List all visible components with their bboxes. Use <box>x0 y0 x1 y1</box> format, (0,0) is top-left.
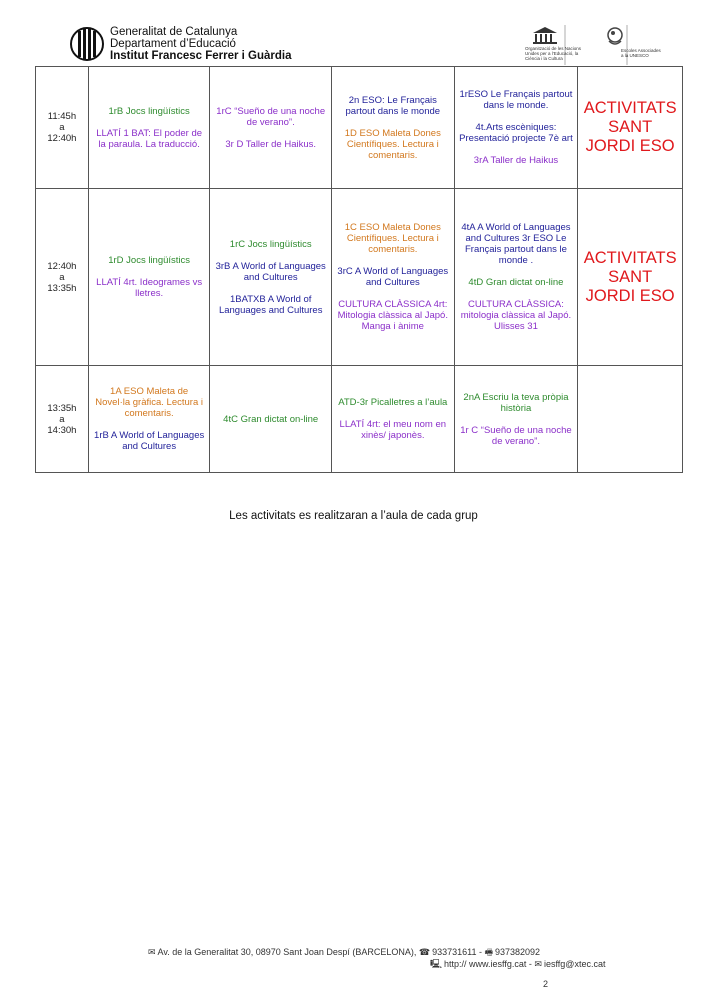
org-line-1: Generalitat de Catalunya <box>110 26 238 38</box>
document-header <box>70 25 670 65</box>
time-slot-text: a <box>59 122 65 133</box>
activity-entry: 1D ESO Maleta Dones Científiques. Lectura i comentaris. <box>344 127 441 161</box>
activity-cell <box>331 366 454 473</box>
spacer <box>214 128 327 139</box>
unesco-schools-logo <box>605 25 665 65</box>
activity-entry: 3rC A World of Languages and Cultures <box>337 266 449 288</box>
activity-entry: LLATÍ 1 BAT: El poder de la paraula. La traducció. <box>96 127 203 150</box>
spacer <box>459 111 574 122</box>
spacer <box>214 250 327 261</box>
time-slot-text: a <box>59 413 65 425</box>
computer-icon: 🖳 <box>430 959 443 969</box>
organization-block <box>110 26 292 62</box>
activity-cell <box>578 189 683 366</box>
time-slot-cell <box>36 189 89 366</box>
activity-cell <box>210 67 332 189</box>
activity-entry: 3r D Taller de Haikus. <box>225 138 317 150</box>
spacer <box>336 408 450 419</box>
location-note: Les activitats es realitzaran a l’aula de cada grup <box>229 510 478 522</box>
phone-icon: ☎ <box>418 947 431 957</box>
activity-entry: 4tD Gran dictat on-line <box>468 277 564 288</box>
time-slot-cell <box>36 366 89 473</box>
activity-entry: 1BATXB A World of Languages and Cultures <box>218 293 323 316</box>
schedule-row <box>36 67 683 189</box>
activity-entry: 2nA Escriu la teva pròpia història <box>463 391 569 414</box>
unesco-caption: Organització de les Nacions Unides per a l’Educació, la Ciència i la Cultura <box>525 46 582 61</box>
sant-jordi-banner: ACTIVITATS SANT JORDI ESO <box>583 248 677 305</box>
activity-entry: ATD-3r Picalletres a l’aula <box>338 397 448 408</box>
activity-entry: 4tC Gran dictat on-line <box>223 413 319 425</box>
activity-entry: CULTURA CLÀSSICA: mitologia clàssica al Japó. Ulisses 31 <box>460 299 572 332</box>
time-slot-text: a <box>59 271 65 283</box>
time-slot-text: 13:35h <box>47 282 77 294</box>
activity-entry: 4tA A World of Languages and Cultures 3r ESO Le Français partout dans le monde . <box>461 222 571 266</box>
page-number: 2 <box>543 979 549 989</box>
activity-entry: 1A ESO Maleta de Novel·la gràfica. Lectura i comentaris. <box>95 386 203 419</box>
schools-caption: Escoles Associades a la UNESCO <box>621 48 661 58</box>
schedule-row <box>36 189 683 366</box>
activity-cell <box>454 189 578 366</box>
activity-cell <box>331 189 454 366</box>
footer-web-link[interactable]: http:// www.iesffg.cat - <box>444 959 532 969</box>
activity-cell <box>578 366 683 473</box>
activity-cell <box>454 366 578 473</box>
activity-cell <box>210 366 332 473</box>
spacer <box>336 117 450 128</box>
spacer <box>459 144 574 155</box>
activity-entry: LLATÍ 4rt: el meu nom en xinès/ japonès. <box>339 419 447 441</box>
activity-entry: CULTURA CLÀSSICA 4rt: Mitologia clàssica al Japó. Manga i ànime <box>337 299 448 332</box>
activity-cell <box>88 189 210 366</box>
activity-entry: 4t.Arts escèniques: Presentació projecte 7è art <box>459 122 573 144</box>
footer-email-link[interactable]: iesffg@xtec.cat <box>543 959 606 969</box>
spacer <box>336 255 450 266</box>
time-slot-text: 12:40h <box>47 260 77 272</box>
spacer <box>93 266 206 277</box>
mail-icon: ✉ <box>148 947 156 957</box>
time-slot-text: 12:40h <box>47 133 77 144</box>
schedule-table <box>35 66 683 473</box>
activity-entry: 3rA Taller de Haikus <box>473 155 559 166</box>
spacer <box>93 117 206 128</box>
activity-entry: 1C ESO Maleta Dones Científiques. Lectura i comentaris. <box>344 222 441 255</box>
spacer <box>336 288 450 299</box>
activity-entry: 1rD Jocs lingüístics <box>108 255 191 266</box>
time-slot-text: 11:45h <box>47 111 77 122</box>
schedule-row <box>36 366 683 473</box>
activity-entry: 2n ESO: Le Français partout dans le monde <box>345 94 441 117</box>
activity-entry: 1rC Jocs lingüístics <box>229 238 312 250</box>
activity-entry: 3rB A World of Languages and Cultures <box>215 260 326 283</box>
activity-entry: 1rESO Le Français partout dans le monde. <box>459 89 573 111</box>
sant-jordi-banner: ACTIVITATS SANT JORDI ESO <box>583 99 677 155</box>
time-slot-cell <box>36 67 89 189</box>
activity-entry: 1rB Jocs lingüístics <box>108 105 190 117</box>
org-line-3: Institut Francesc Ferrer i Guàrdia <box>110 50 292 62</box>
footer-phone: 933731611 - <box>432 947 482 957</box>
activity-cell <box>331 67 454 189</box>
fax-icon: 🖷 <box>484 947 493 957</box>
footer-address: Av. de la Generalitat 30, 08970 Sant Joan Despí (BARCELONA), <box>157 947 417 957</box>
spacer <box>459 266 574 277</box>
time-slot-text: 13:35h <box>47 402 77 414</box>
spacer <box>93 419 206 430</box>
activity-entry: 1rB A World of Languages and Cultures <box>94 430 205 452</box>
activity-entry: 1r C “Sueño de una noche de verano”. <box>460 424 572 447</box>
generalitat-logo <box>70 27 104 61</box>
activity-entry: 1rC “Sueño de una noche de verano”. <box>216 105 326 128</box>
activity-cell <box>210 189 332 366</box>
footer-fax: 937382092 <box>495 947 541 957</box>
schedule-body <box>36 67 683 473</box>
email-icon: ✉ <box>534 959 542 969</box>
time-slot-text: 14:30h <box>47 424 77 436</box>
org-line-2: Departament d’Educació <box>110 38 236 50</box>
activity-cell <box>88 67 210 189</box>
activity-entry: LLATÍ 4rt. Ideogrames vs lletres. <box>96 277 203 299</box>
spacer <box>214 283 327 294</box>
footer-web-line <box>430 957 605 973</box>
activity-cell <box>88 366 210 473</box>
activity-cell <box>578 67 683 189</box>
spacer <box>459 414 574 425</box>
spacer <box>459 288 574 299</box>
activity-cell <box>454 67 578 189</box>
